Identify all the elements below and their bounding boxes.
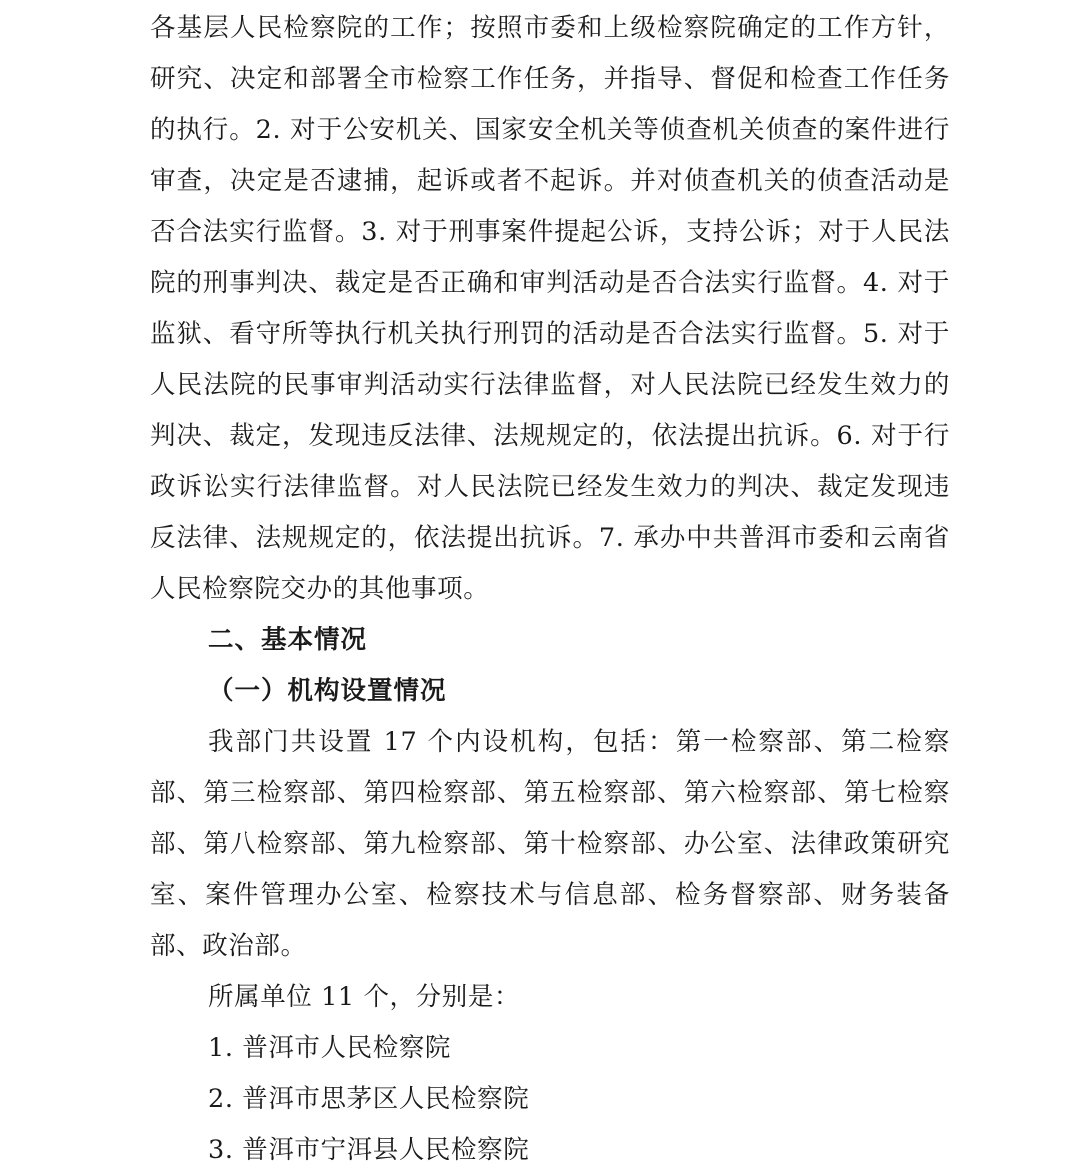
units-list [150,1023,950,1176]
document-page [150,0,950,1176]
list-item: 2. 普洱市思茅区人民检察院 [208,1084,530,1114]
units-intro: 所属单位 11 个，分别是： [208,982,521,1012]
institutions-paragraph: 我部门共设置 17 个内设机构，包括：第一检察部、第二检察部、第三检察部、第四检察部、第五检察部、第六检察部、第七检察部、第八检察部、第九检察部、第十检察部、办公室、法律政策研究室、案件管理办公室、检察技术与信息部、检务督察部、财务装备部、政治部。 [150,727,950,961]
section-heading: 二、基本情况 [208,625,368,655]
intro-paragraph: 各基层人民检察院的工作；按照市委和上级检察院确定的工作方针，研究、决定和部署全市检察工作任务，并指导、督促和检查工作任务的执行。2. 对于公安机关、国家安全机关等侦查机关侦查的案件进行审查，决定是否逮捕，起诉或者不起诉。并对侦查机关的侦查活动是否合法实行监督。3. 对于刑事案件提起公诉，支持公诉；对于人民法院的刑事判决、裁定是否正确和审判活动是否合法实行监督。4. 对于监狱、看守所等执行机关执行刑罚的活动是否合法实行监督。5. 对于人民法院的民事审判活动实行法律监督，对人民法院已经发生效力的判决、裁定，发现违反法律、法规规定的，依法提出抗诉。6. 对于行政诉讼实行法律监督。对人民法院已经发生效力的判决、裁定发现违反法律、法规规定的，依法提出抗诉。7. 承办中共普洱市委和云南省人民检察院交办的其他事项。 [150,13,950,604]
subsection-heading: （一）机构设置情况 [208,676,447,706]
list-item: 3. 普洱市宁洱县人民检察院 [208,1135,530,1165]
list-item: 1. 普洱市人民检察院 [208,1033,452,1063]
